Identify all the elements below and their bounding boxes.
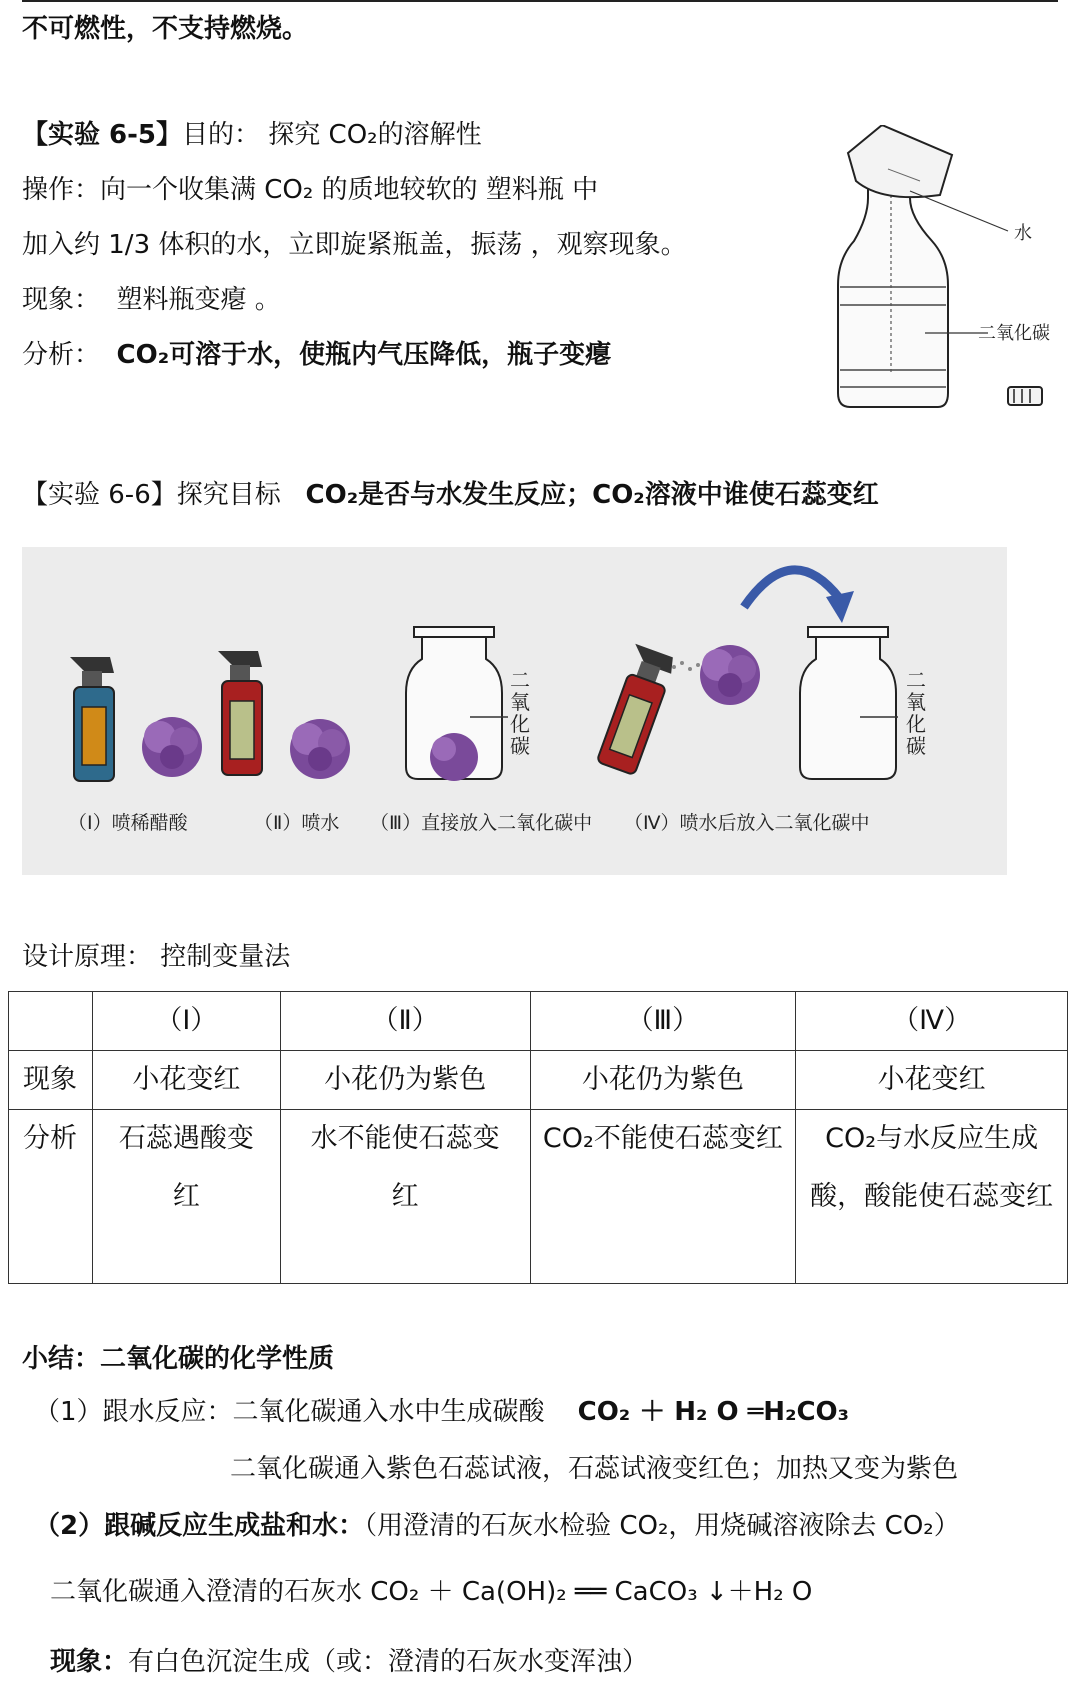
table-header: （Ⅲ）: [530, 992, 796, 1051]
beaker: [848, 125, 952, 197]
table-row: [9, 1051, 1068, 1110]
spray-mist: [672, 661, 700, 671]
table-header: （Ⅰ）: [92, 992, 280, 1051]
top-rule: [22, 0, 1058, 2]
item1-label: （1）跟水反应：: [34, 1397, 233, 1427]
exp66-heading: [22, 478, 879, 512]
flower-icon: [142, 717, 202, 777]
exp65-phenomenon: [22, 283, 281, 317]
summary-item-2-line2: 二氧化碳通入澄清的石灰水 CO₂ ＋ Ca(OH)₂ ══ CaCO₃ ↓＋H₂ O: [50, 1577, 813, 1607]
table-cell: [9, 992, 93, 1051]
summary-item-2: [34, 1509, 960, 1543]
row-header: 分析: [9, 1110, 93, 1284]
co2-label: 二氧化碳: [978, 323, 1050, 344]
flower-icon: [290, 719, 350, 779]
table-cell: 小花仍为紫色: [530, 1051, 796, 1110]
table-cell: 石蕊遇酸变红: [92, 1110, 280, 1284]
caption-1: （Ⅰ）喷稀醋酸: [68, 812, 188, 834]
flower-icon: [700, 645, 760, 705]
item1-equation: CO₂ ＋ H₂ O ═H₂CO₃: [577, 1397, 850, 1427]
results-table: [8, 991, 1068, 1284]
bottle-outline: [838, 183, 948, 407]
jar-label-4: 二 氧 化 碳: [906, 668, 926, 758]
summary-item-2-phenomenon: [50, 1645, 648, 1679]
table-cell: 小花变红: [92, 1051, 280, 1110]
jar-label-3: 二 氧 化 碳: [510, 668, 530, 758]
litmus-flower-figure: [22, 547, 1007, 875]
table-header: （Ⅳ）: [796, 992, 1068, 1051]
analysis-text: CO₂可溶于水，使瓶内气压降低，瓶子变瘪: [116, 340, 612, 370]
item2-phen-text: 有白色沉淀生成（或：澄清的石灰水变浑浊）: [128, 1647, 649, 1677]
phenomenon-label: 现象：: [22, 285, 101, 315]
table-cell: CO₂不能使石蕊变红: [530, 1110, 796, 1284]
exp66-heading-goal: 探究目标: [176, 480, 281, 510]
bottle-cap: [1008, 387, 1042, 405]
caption-4: （Ⅳ）喷水后放入二氧化碳中: [624, 812, 870, 834]
item2-phen-label: 现象：: [50, 1647, 129, 1677]
summary-item-1-line2: 二氧化碳通入紫色石蕊试液，石蕊试液变红色；加热又变为紫色: [230, 1454, 959, 1484]
exp65-heading: [22, 118, 482, 152]
table-cell: 小花仍为紫色: [280, 1051, 530, 1110]
exp66-heading-rest: CO₂是否与水发生反应；CO₂溶液中谁使石蕊变红: [305, 480, 879, 510]
table-row: [9, 1110, 1068, 1284]
litmus-flower-drawing: [22, 547, 1007, 875]
bottle-figure: [800, 125, 1068, 455]
exp65-analysis: [22, 338, 611, 372]
table-cell: CO₂与水反应生成酸，酸能使石蕊变红: [796, 1110, 1068, 1284]
design-principle: 设计原理： 控制变量法: [22, 942, 291, 972]
arrow-head-icon: [826, 591, 854, 623]
spray-bottle-4: [593, 644, 677, 776]
table-header-row: [9, 992, 1068, 1051]
caption-2: （Ⅱ）喷水: [254, 812, 340, 834]
analysis-label: 分析：: [22, 340, 101, 370]
row-header: 现象: [9, 1051, 93, 1110]
summary-item-1: [34, 1395, 849, 1429]
exp66-heading-tag: 【实验 6-6】: [22, 480, 177, 510]
exp65-heading-rest: 目的： 探究 CO₂的溶解性: [182, 120, 482, 150]
item2-note: （用澄清的石灰水检验 CO₂，用烧碱溶液除去 CO₂）: [364, 1511, 960, 1541]
caption-3: （Ⅲ）直接放入二氧化碳中: [370, 812, 593, 834]
item2-label: （2）跟碱反应生成盐和水：: [34, 1511, 365, 1541]
arrow-icon: [744, 570, 840, 607]
table-cell: 小花变红: [796, 1051, 1068, 1110]
table-header: （Ⅱ）: [280, 992, 530, 1051]
top-line: 不可燃性，不支持燃烧。: [22, 14, 309, 44]
spray-bottle-water: [218, 651, 262, 775]
gas-jar-3: [406, 627, 508, 781]
gas-jar-4: [800, 627, 898, 779]
exp65-operation-1: 操作：向一个收集满 CO₂ 的质地较软的 塑料瓶 中: [22, 175, 599, 205]
water-label: 水: [1014, 223, 1032, 244]
item1-text: 二氧化碳通入水中生成碳酸: [232, 1397, 545, 1427]
exp65-operation-2: 加入约 1/3 体积的水，立即旋紧瓶盖，振荡 ，观察现象。: [22, 230, 687, 260]
phenomenon-text: 塑料瓶变瘪 。: [116, 285, 281, 315]
table-cell: 水不能使石蕊变红: [280, 1110, 530, 1284]
water-leader: [910, 191, 1008, 231]
exp65-heading-tag: 【实验 6-5】: [22, 120, 183, 150]
spray-bottle-acetic: [70, 657, 114, 781]
summary-title: 小结：二氧化碳的化学性质: [22, 1344, 335, 1374]
